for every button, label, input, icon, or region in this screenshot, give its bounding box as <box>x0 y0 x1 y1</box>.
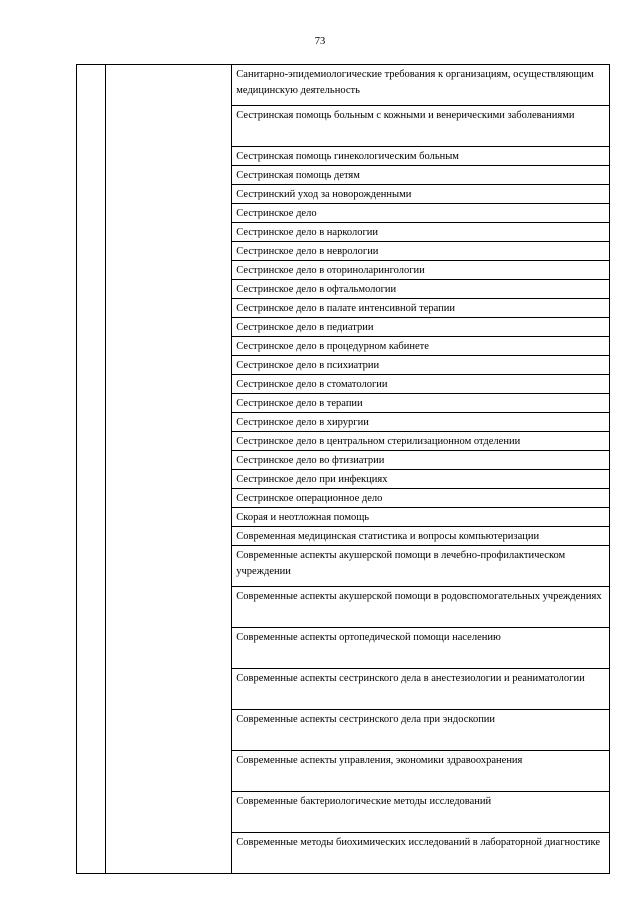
program-cell <box>232 299 610 318</box>
program-cell <box>232 669 610 710</box>
program-name: Сестринское дело <box>236 208 317 219</box>
program-cell <box>232 432 610 451</box>
program-name: Сестринская помощь гинекологическим больным <box>236 151 459 162</box>
program-cell <box>232 546 610 587</box>
program-cell <box>232 792 610 833</box>
program-cell <box>232 223 610 242</box>
program-name: Сестринское операционное дело <box>236 493 383 504</box>
program-cell <box>232 833 610 874</box>
program-cell <box>232 280 610 299</box>
program-cell <box>232 166 610 185</box>
program-cell <box>232 337 610 356</box>
program-cell <box>232 587 610 628</box>
programs-table <box>76 64 610 874</box>
program-name: Современные аспекты акушерской помощи в лечебно-профилактическом учреждении <box>236 550 566 577</box>
program-cell <box>232 751 610 792</box>
program-name: Сестринское дело в терапии <box>236 398 363 409</box>
program-cell <box>232 394 610 413</box>
program-name: Сестринское дело в хирургии <box>236 417 369 428</box>
program-name: Современные аспекты управления, экономики здравоохранения <box>236 755 523 766</box>
program-cell <box>232 147 610 166</box>
program-name: Современные аспекты акушерской помощи в родовспомогательных учреждениях <box>236 591 602 602</box>
program-name: Современная медицинская статистика и вопросы компьютеризации <box>236 531 540 542</box>
program-name: Сестринское дело в наркологии <box>236 227 379 238</box>
program-cell <box>232 356 610 375</box>
program-name: Сестринское дело в стоматологии <box>236 379 388 390</box>
program-name: Скорая и неотложная помощь <box>236 512 370 523</box>
program-cell <box>232 413 610 432</box>
program-name: Сестринское дело в центральном стерилизационном отделении <box>236 436 521 447</box>
program-cell <box>232 508 610 527</box>
program-name: Сестринское дело во фтизиатрии <box>236 455 385 466</box>
program-cell <box>232 710 610 751</box>
program-name: Санитарно-эпидемиологические требования к организациям, осуществляющим медицинскую деятельность <box>236 69 594 96</box>
program-name: Сестринское дело в неврологии <box>236 246 379 257</box>
merged-column-2 <box>106 65 232 874</box>
program-name: Современные методы биохимических исследований в лабораторной диагностике <box>236 837 601 848</box>
program-cell <box>232 106 610 147</box>
program-cell <box>232 261 610 280</box>
program-name: Сестринская помощь больным с кожными и венерическими заболеваниями <box>236 110 575 121</box>
program-name: Современные аспекты сестринского дела при эндоскопии <box>236 714 496 725</box>
program-cell <box>232 451 610 470</box>
page-number: 73 <box>314 36 326 47</box>
program-name: Сестринский уход за новорожденными <box>236 189 412 200</box>
program-cell <box>232 489 610 508</box>
program-name: Сестринская помощь детям <box>236 170 360 181</box>
table-row <box>77 65 610 106</box>
program-cell <box>232 375 610 394</box>
program-name: Сестринское дело в педиатрии <box>236 322 374 333</box>
program-name: Современные аспекты сестринского дела в анестезиологии и реаниматологии <box>236 673 585 684</box>
program-cell <box>232 628 610 669</box>
program-name: Сестринское дело в психиатрии <box>236 360 380 371</box>
program-name: Современные бактериологические методы исследований <box>236 796 492 807</box>
program-name: Сестринское дело при инфекциях <box>236 474 388 485</box>
program-cell <box>232 527 610 546</box>
program-name: Сестринское дело в офтальмологии <box>236 284 397 295</box>
program-cell <box>232 242 610 261</box>
program-cell <box>232 185 610 204</box>
table-body <box>77 65 610 874</box>
program-cell <box>232 470 610 489</box>
program-name: Сестринское дело в оториноларингологии <box>236 265 425 276</box>
program-name: Сестринское дело в процедурном кабинете <box>236 341 429 352</box>
merged-column-1 <box>77 65 106 874</box>
program-cell <box>232 318 610 337</box>
program-cell <box>232 204 610 223</box>
program-name: Сестринское дело в палате интенсивной терапии <box>236 303 456 314</box>
program-cell <box>232 65 610 106</box>
program-name: Современные аспекты ортопедической помощи населению <box>236 632 501 643</box>
